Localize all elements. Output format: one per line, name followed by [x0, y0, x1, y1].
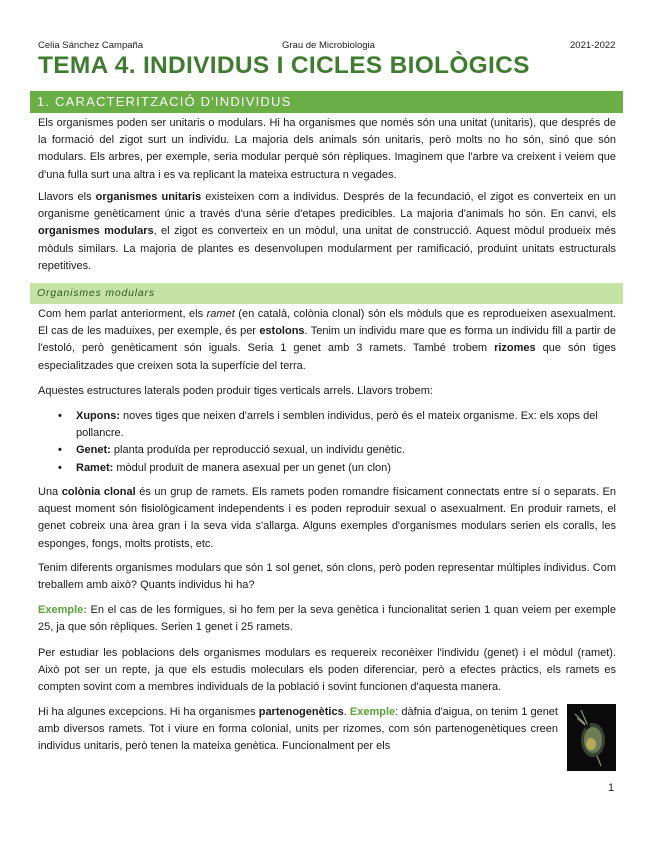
term-organismes-modulars: organismes modulars [38, 225, 154, 238]
paragraph-poblacions: Per estudiar les poblacions dels organismes modulars es requereix reconèixer l'individu (genet) i el mòdul (ramet). Això pot ser un repte, ja que els estudis moleculars els poden diferenciar, però a efectes pràctics, els ramets es compten sovint com a membres individuals de la població i sovint funcionen d'aquesta manera. [38, 647, 616, 694]
daphnia-image [567, 704, 616, 771]
header-year: 2021-2022 [570, 40, 616, 51]
section-heading-caracteritzacio: 1. CARACTERITZACIÓ D'INDIVIDUS [30, 91, 623, 113]
term-colonia-clonal: colònia clonal [61, 486, 136, 498]
paragraph-estructures-laterals: Aquestes estructures laterals poden produir tiges verticals arrels. Llavors trobem: [38, 385, 433, 397]
list-item: • Ramet: mòdul produït de manera asexual per un genet (un clon) [58, 460, 616, 477]
list-item: • Xupons: noves tiges que neixen d'arrels i semblen individus, però és el mateix organisme. Ex: els xops del pollancre. [58, 410, 598, 440]
paragraph-quants-individus: Tenim diferents organismes modulars que són 1 sol genet, són clons, però poden representar múltiples individus. Com treballem amb això? Quants individus hi ha? [38, 562, 616, 592]
term-organismes-unitaris: organismes unitaris [95, 191, 202, 203]
example-label: Exemple: [38, 604, 87, 616]
subsection-heading-organismes-modulars: Organismes modulars [30, 283, 623, 304]
definition-list [58, 408, 616, 477]
term-rizomes: rizomes [494, 342, 536, 355]
header-author: Celia Sánchez Campaña [38, 40, 144, 51]
paragraph-unitaris-modulars: Els organismes poden ser unitaris o modulars. Hi ha organismes que només són una unitat (unitaris), que després de la formació del zigot surt un individu. La majoria dels animals són unitaris, però molts no ho són, sinó que són modulars. Els arbres, per exemple, seria modular perquè són rèpliques. Imaginem que l'arbre va creixent i veiem que d'una fulla surt una altra i es va replicant la mateixa estructura n vegades. [38, 117, 616, 181]
term-estolons: estolons [259, 325, 305, 338]
paragraph-partenogenetics: Hi ha algunes excepcions. Hi ha organismes partenogenètics. Exemple: dàfnia d'aigua, on tenim 1 genet amb diversos ramets. Tot i viure en forma colonial, units per rizomes, com són partenogenètiques creen individus unitaris, però tenen la mateixa genètica. Funcionalment per els [38, 706, 558, 753]
header-course: Grau de Microbiologia [282, 40, 375, 51]
paragraph-organismes: Llavors els organismes unitaris existeixen com a individus. Després de la fecundació, el zigot es converteix en un organisme genèticament únic a través d'una sèrie d'etapes predicibles. La majoria d'animals ho són. En canvi, els organismes modulars, el zigot es converteix en un mòdul, una unitat de construcció. Aquest mòdul produeix més mòduls similars. La majoria de plantes es desenvolupen modularment per ramificació, produint unitats estructurals repetitives. [38, 191, 616, 272]
bullet-icon: • [58, 410, 62, 422]
bullet-icon: • [58, 444, 62, 457]
page-title: TEMA 4. INDIVIDUS I CICLES BIOLÒGICS [38, 52, 530, 79]
example-label: Exemple [349, 706, 396, 718]
paragraph-colonia-clonal: Una colònia clonal és un grup de ramets. Els ramets poden romandre físicament connectats entre sí o separats. En aquest moment són fisiològicament independents i es poden reproduir sexual o asexualment. En produir ramets, el genet cobreix una àrea gran i la seva vida s'allarga. Alguns exemples d'organismes modulars serien els coralls, les esponges, fongs, molts protists, etc. [38, 486, 616, 550]
term-partenogenetics: partenogenètics [258, 706, 344, 718]
term-ramet: ramet [206, 308, 235, 320]
page-number: 1 [608, 782, 615, 794]
paragraph-exemple-formigues: Exemple: En el cas de les formigues, si ho fem per la seva genètica i funcionalitat serien 1 quan veiem per exemple 25, ja que són rèpliques. Serien 1 genet i 25 ramets. [38, 604, 616, 634]
bullet-icon: • [58, 461, 62, 474]
paragraph-ramets: Com hem parlat anteriorment, els ramet (en català, colònia clonal) són els mòduls que es reprodueixen asexualment. El cas de les maduixes, per exemple, és per estolons. Tenim un individu mare que es forma un individu fill a partir de l'estoló, però genèticament són iguals. Seria 1 genet amb 3 ramets. També trobem rizomes que són tiges especialitzades que creixen sota la superfície del terra. [38, 308, 616, 372]
list-item: • Genet: planta produïda per reproducció sexual, un individu genètic. [58, 442, 616, 459]
